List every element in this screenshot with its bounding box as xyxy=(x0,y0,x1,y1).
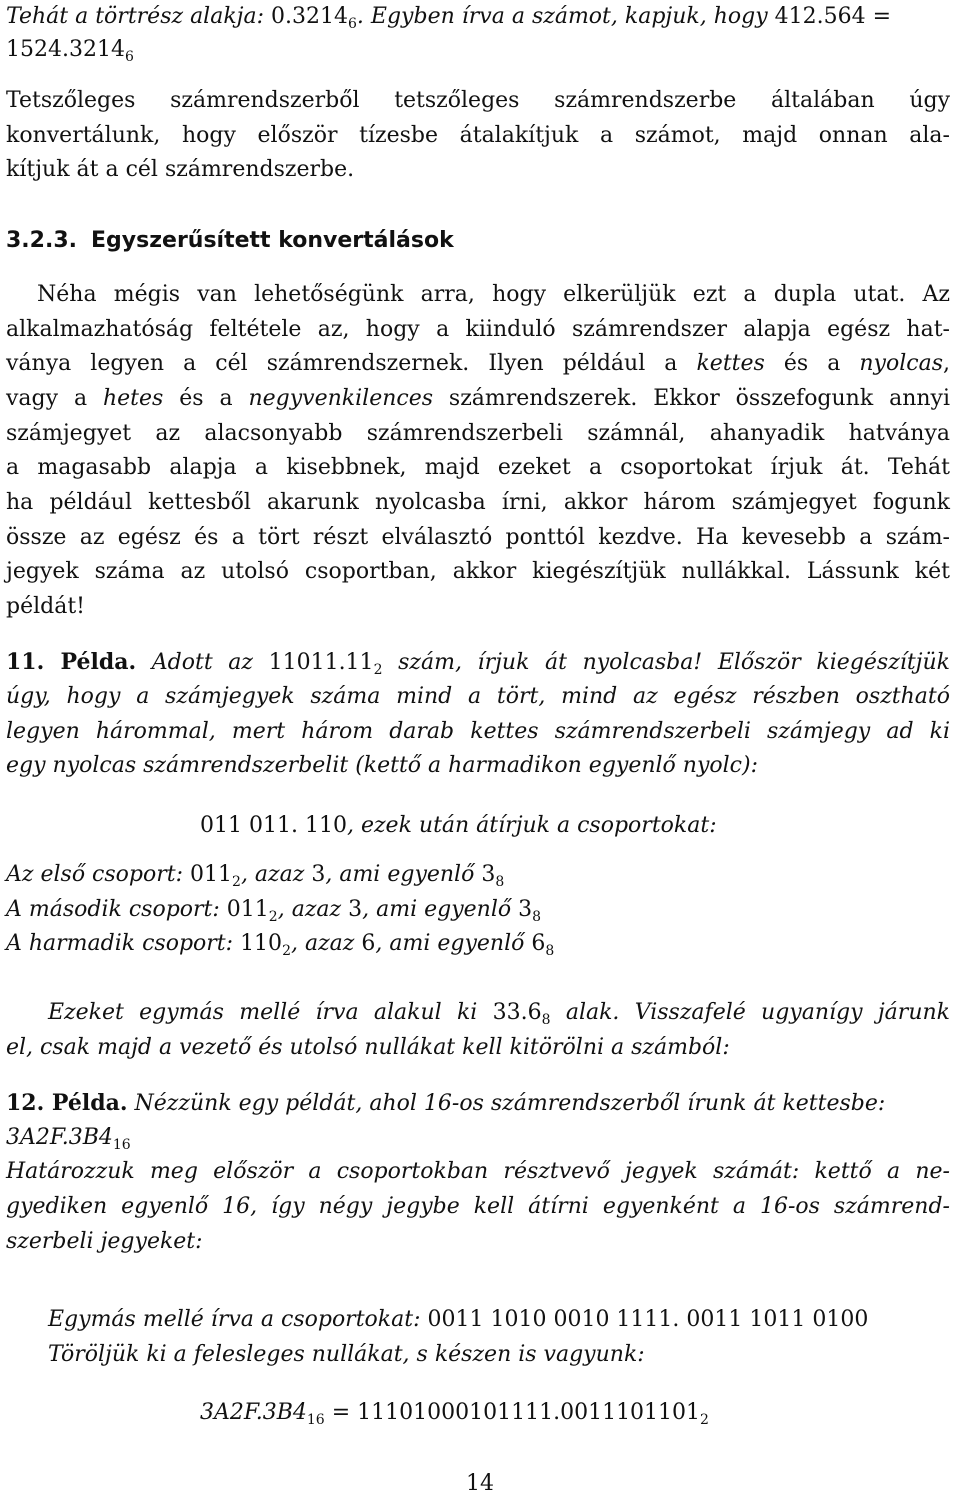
text-span: és a xyxy=(163,386,249,411)
subscript: 2 xyxy=(373,662,383,678)
group-line xyxy=(6,895,541,932)
paragraph-line: számjegyet az alacsonyabb számrendszerbeli számnál, ahanyadik hatványa xyxy=(6,421,950,446)
paragraph-line: Néha mégis van lehetőségünk arra, hogy elkerüljük ezt a dupla utat. Az xyxy=(37,282,950,307)
text-span: . Egyben írva a számot, kapjuk, hogy xyxy=(356,4,775,29)
page-number: 14 xyxy=(466,1471,494,1496)
example-label: 12. Példa. xyxy=(6,1090,128,1116)
math-value: 0011 1010 0010 1111. 0011 1011 0100 xyxy=(427,1307,869,1332)
math-value: = 11101000101111.0011101101 xyxy=(324,1400,701,1425)
math-value: 412.564 = xyxy=(774,4,892,29)
text-span: Egymás mellé írva a csoportokat: xyxy=(48,1307,428,1332)
math-value: 011 xyxy=(226,897,269,922)
text-span: Adott az xyxy=(136,650,269,675)
text-span: vagy a xyxy=(6,386,103,411)
subscript: 16 xyxy=(112,1137,131,1153)
math-value: 3 xyxy=(481,862,496,887)
math-value: 110 xyxy=(240,931,283,956)
math-value: 011 xyxy=(190,862,233,887)
text-span: , ami egyenlő xyxy=(362,897,519,922)
paragraph-line: konvertálunk, hogy először tízesbe átalakítjuk a számot, majd onnan ala- xyxy=(6,123,950,148)
display-equation xyxy=(200,811,717,841)
paragraph-line: példát! xyxy=(6,594,86,619)
paragraph-line: szerbeli jegyeket: xyxy=(6,1229,203,1254)
paragraph-line: a magasabb alapja a kisebbnek, majd ezeket a csoportokat írjuk át. Tehát xyxy=(6,455,950,480)
section-title: Egyszerűsített konvertálások xyxy=(91,228,454,253)
subscript: 8 xyxy=(545,943,555,959)
text-span: , ezek után átírjuk a csoportokat: xyxy=(346,813,717,838)
subscript: 2 xyxy=(700,1412,709,1428)
math-value: 6 xyxy=(361,931,376,956)
math-line xyxy=(6,1123,131,1160)
example-line: egy nyolcas számrendszerbelit (kettő a harmadikon egyenlő nyolc): xyxy=(6,753,758,778)
math-value: 3 xyxy=(518,897,533,922)
math-value: 6 xyxy=(531,931,546,956)
text-span: alak. xyxy=(550,1000,620,1025)
text-span: Először kiegészítjük xyxy=(702,650,950,675)
text-span: , ami egyenlő xyxy=(325,862,482,887)
text-span: Ezeket egymás mellé írva alakul ki xyxy=(48,1000,493,1025)
text-span: , ami egyenlő xyxy=(375,931,532,956)
subscript: 8 xyxy=(541,1012,551,1028)
text-span: szám, írjuk át nyolcasba! xyxy=(382,650,703,675)
paragraph-line: Tetszőleges számrendszerből tetszőleges számrendszerbe általában úgy xyxy=(6,88,950,113)
subscript: 8 xyxy=(532,909,542,925)
paragraph-line: ha például kettesből akarunk nyolcasba írni, akkor három számjegyet fogunk xyxy=(6,490,950,515)
emphasis: kettes xyxy=(696,351,765,376)
text-span: , xyxy=(943,351,950,376)
text-span: Nézzünk egy példát, ahol 16-os számrendszerből írunk át kettesbe: xyxy=(127,1091,886,1116)
paragraph-line: jegyek száma az utolsó csoportban, akkor kiegészítjük nullákkal. Lássunk két xyxy=(6,559,950,584)
math-value: 11011.11 xyxy=(268,650,374,675)
text-line xyxy=(6,2,891,39)
subscript: 6 xyxy=(348,16,357,32)
paragraph-line: kítjuk át a cél számrendszerbe. xyxy=(6,157,355,182)
paragraph-line xyxy=(48,998,950,1035)
document-page xyxy=(6,0,954,1496)
section-heading xyxy=(6,226,454,256)
text-line xyxy=(6,35,134,72)
subscript: 2 xyxy=(268,909,278,925)
text-span: és a xyxy=(764,351,860,376)
group-line xyxy=(6,929,554,966)
subscript: 2 xyxy=(282,943,291,959)
text-span: A harmadik csoport: xyxy=(6,931,241,956)
paragraph-line xyxy=(6,384,950,414)
emphasis: hetes xyxy=(102,386,164,411)
example-line xyxy=(6,647,950,685)
text-span: ványa legyen a cél számrendszernek. Ilyen például a xyxy=(6,351,697,376)
paragraph-line: el, csak majd a vezető és utolsó nullákat kell kitörölni a számból: xyxy=(6,1035,730,1060)
text-span: Visszafelé ugyanígy járunk xyxy=(619,1000,950,1025)
group-line xyxy=(6,860,504,897)
math-value: 3 xyxy=(311,862,326,887)
paragraph-line: Töröljük ki a felesleges nullákat, s készen is vagyunk: xyxy=(48,1342,645,1367)
math-value: 1524.3214 xyxy=(6,37,125,62)
text-span: Tehát a törtrész alakja: xyxy=(6,4,272,29)
paragraph-line: össze az egész és a tört részt elválasztó ponttól kezdve. Ha kevesebb a szám- xyxy=(6,525,950,550)
subscript: 8 xyxy=(495,874,505,890)
example-line xyxy=(6,1088,885,1119)
example-line: úgy, hogy a számjegyek száma mind a tört, mind az egész részben osztható xyxy=(6,684,950,709)
math-value: 0.3214 xyxy=(271,4,348,29)
text-span: Az első csoport: xyxy=(6,862,191,887)
math-value: 3A2F.3B4 xyxy=(6,1125,113,1150)
subscript: 2 xyxy=(232,874,241,890)
paragraph-line: alkalmazhatóság feltétele az, hogy a kiinduló számrendszer alapja egész hat- xyxy=(6,317,950,342)
emphasis: negyvenkilences xyxy=(248,386,434,411)
math-value: 3A2F.3B4 xyxy=(200,1400,307,1425)
text-span: , azaz xyxy=(277,897,349,922)
math-value: 33.6 xyxy=(492,1000,542,1025)
math-value: 3 xyxy=(348,897,363,922)
example-line: legyen hárommal, mert három darab kettes számrendszerbeli számjegy ad ki xyxy=(6,719,950,744)
display-equation xyxy=(200,1398,709,1435)
emphasis: nyolcas xyxy=(859,351,943,376)
example-label: 11. Példa. xyxy=(6,649,137,675)
paragraph-line: Határozzuk meg először a csoportokban résztvevő jegyek számát: kettő a ne- xyxy=(6,1159,950,1184)
text-span: A második csoport: xyxy=(6,897,227,922)
text-span: számrendszerek. Ekkor összefogunk annyi xyxy=(433,386,951,411)
paragraph-line: gyediken egyenlő 16, így négy jegybe kell átírni egyenként a 16-os számrend- xyxy=(6,1194,950,1219)
subscript: 16 xyxy=(306,1412,325,1428)
text-span: , azaz xyxy=(290,931,362,956)
section-number: 3.2.3. xyxy=(6,228,77,253)
subscript: 6 xyxy=(124,49,134,65)
math-value: 011 011. 110 xyxy=(200,813,347,838)
paragraph-line xyxy=(48,1305,868,1335)
paragraph-line xyxy=(6,349,950,379)
text-span: , azaz xyxy=(240,862,312,887)
